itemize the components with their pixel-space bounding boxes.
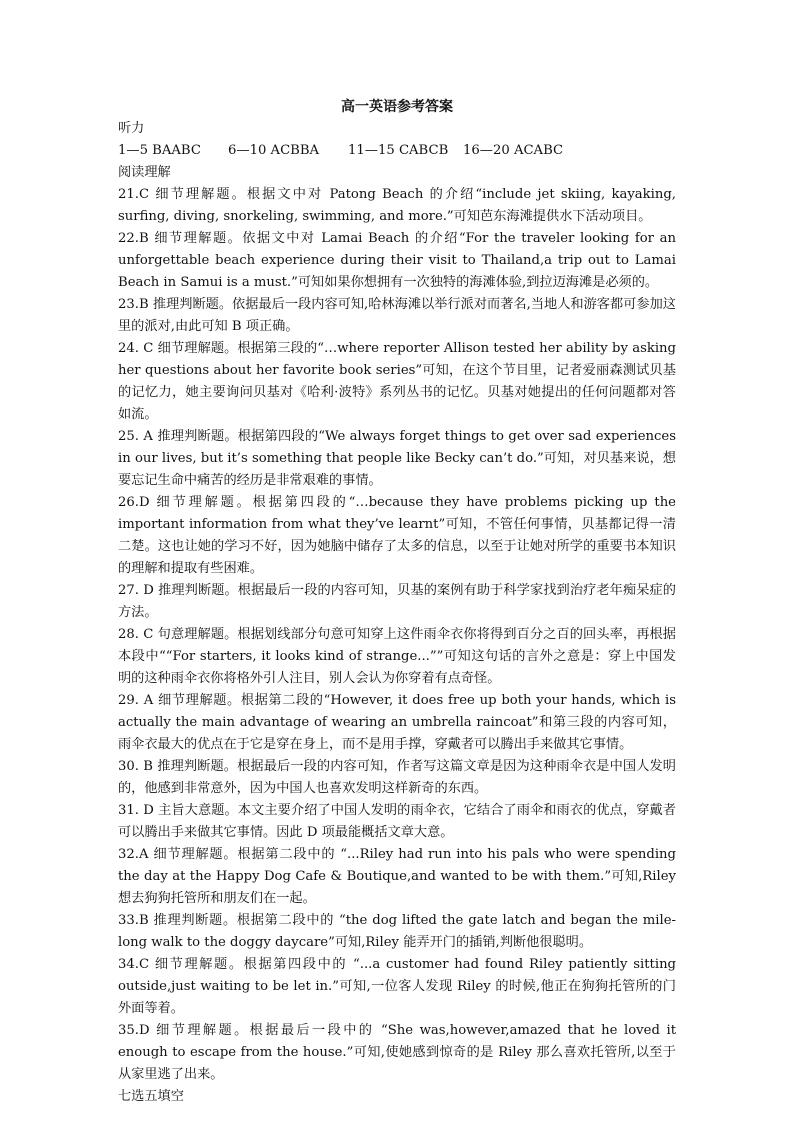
answer-item-22: 22.B 细节理解题。依据文中对 Lamai Beach 的介绍“For the traveler looking for an unforgettable beach experience during their visit to Thailand,a trip out to Lamai Beach in Samui is a must.”可知如果你想拥有一次独特的海滩体验,到拉迈海滩是必须的。 [118,231,676,290]
answer-item-23: 23.B 推理判断题。依据最后一段内容可知,哈林海滩以举行派对而著名,当地人和游客都可参加这里的派对,由此可知 B 项正确。 [118,297,676,334]
page-title: 高一英语参考答案 [341,99,453,115]
answer-item-33: 33.B 推理判断题。根据第二段中的 “the dog lifted the gate latch and began the mile-long walk to the doggy daycare”可知,Riley 能弄开门的插销,判断他很聪明。 [118,913,676,950]
answer-item-21: 21.C 细节理解题。根据文中对 Patong Beach 的介绍“include jet skiing, kayaking, surfing, diving, snorkeling, swimming, and more.”可知芭东海滩提供水下活动项目。 [118,187,676,224]
section-reading-heading: 阅读理解 [118,165,171,180]
section-seven-choose-five-heading: 七选五填空 [118,1089,184,1104]
answer-item-34: 34.C 细节理解题。根据第四段中的 “...a customer had found Riley patiently sitting outside,just waiting to be let in.”可知,一位客人发现 Riley 的时候,他正在狗狗托管所的门外面等着。 [118,957,676,1016]
listening-answer-16-20: 16—20 ACABC [463,143,564,158]
answer-key-page [118,96,676,1108]
answer-item-25: 25. A 推理判断题。根据第四段的“We always forget things to get over sad experiences in our lives, but it’s something that people like Becky can’t do.”可知，对贝基来说，想要忘记生命中痛苦的经历是非常艰难的事情。 [118,429,676,488]
listening-answer-11-15: 11—15 CABCB [348,143,449,158]
section-listening-heading: 听力 [118,121,145,136]
answer-item-24: 24. C 细节理解题。根据第三段的“…where reporter Allison tested her ability by asking her questions about her favorite book series”可知，在这个节目里，记者爱丽森测试贝基的记忆力，她主要询问贝基对《哈利·波特》系列丛书的记忆。贝基对她提出的任何问题都对答如流。 [118,341,676,422]
answer-item-32: 32.A 细节理解题。根据第二段中的 “...Riley had run into his pals who were spending the day at the Happy Dog Cafe & Boutique,and wanted to be with them.”可知,Riley 想去狗狗托管所和朋友们在一起。 [118,847,676,906]
answer-item-31: 31. D 主旨大意题。本文主要介绍了中国人发明的雨伞衣，它结合了雨伞和雨衣的优点，穿戴者可以腾出手来做其它事情。因此 D 项最能概括文章大意。 [118,803,676,840]
answer-item-35: 35.D 细节理解题。根据最后一段中的 “She was,however,amazed that he loved it enough to escape from the house.”可知,使她感到惊奇的是 Riley 那么喜欢托管所,以至于从家里逃了出来。 [118,1023,676,1082]
listening-answer-6-10: 6—10 ACBBA [228,143,320,158]
answer-item-29: 29. A 细节理解题。根据第二段的“However, it does free up both your hands, which is actually the main advantage of wearing an umbrella raincoat”和第三段的内容可知，雨伞衣最大的优点在于它是穿在身上，而不是用手撑，穿戴者可以腾出手来做其它事情。 [118,693,676,752]
answer-item-27: 27. D 推理判断题。根据最后一段的内容可知，贝基的案例有助于科学家找到治疗老年痴呆症的方法。 [118,583,676,620]
answer-item-26: 26.D 细节理解题。根据第四段的“…because they have problems picking up the important information from what they’ve learnt”可知，不管任何事情，贝基都记得一清二楚。这也让她的学习不好，因为她脑中储存了太多的信息，以至于让她对所学的重要书本知识的理解和提取有些困难。 [118,495,676,576]
answer-item-28: 28. C 句意理解题。根据划线部分句意可知穿上这件雨伞衣你将得到百分之百的回头率，再根据本段中““For starters, it looks kind of strange...””可知这句话的言外之意是：穿上中国发明的这种雨伞衣你将格外引人注目，别人会认为你穿着有点奇怪。 [118,627,676,686]
listening-answer-1-5: 1—5 BAABC [118,143,201,158]
answer-item-30: 30. B 推理判断题。根据最后一段的内容可知，作者写这篇文章是因为这种雨伞衣是中国人发明的，他感到非常意外，因为中国人也喜欢发明这样新奇的东西。 [118,759,676,796]
listening-answers [118,140,676,162]
